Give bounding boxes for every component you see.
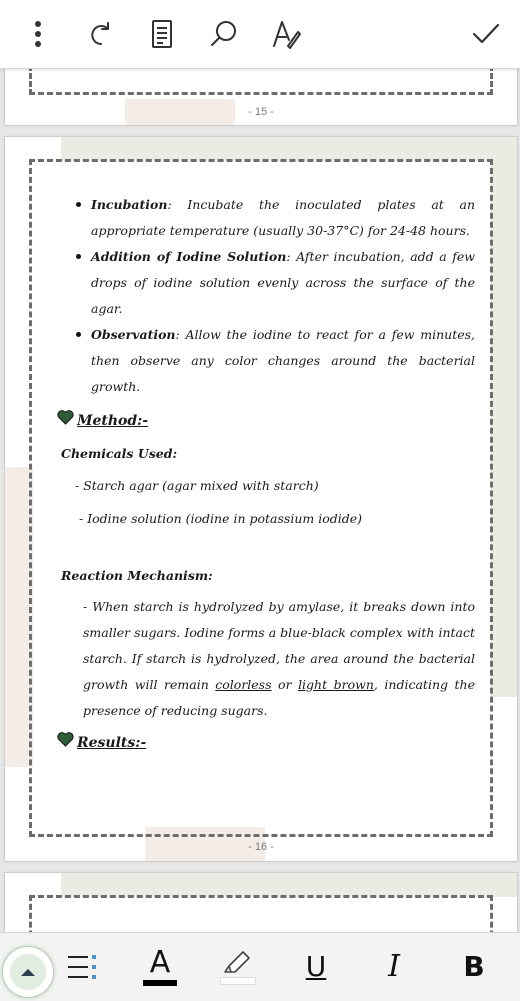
heart-icon xyxy=(57,410,74,432)
heart-icon xyxy=(57,732,74,754)
method-heading-text: Method:- xyxy=(77,413,149,429)
underline-label: U xyxy=(305,950,327,983)
page-content xyxy=(61,192,475,754)
page-border xyxy=(29,68,493,95)
results-heading xyxy=(57,732,475,754)
reaction-paragraph: - When starch is hydrolyzed by amylase, it breaks down into smaller sugars. Iodine forms a blue-black complex with intact starch. If starch is hydrolyzed, the area around the bacterial growth will remain colorless or light brown, indicating the presence of reducing sugars. xyxy=(83,599,475,718)
page-border xyxy=(29,895,493,932)
page-17 xyxy=(4,872,518,932)
page-number: - 15 - xyxy=(248,106,274,118)
redo-icon[interactable] xyxy=(80,14,120,54)
format-toolbar xyxy=(0,932,520,1001)
page-decoration xyxy=(61,137,517,161)
checkmark-icon[interactable] xyxy=(466,14,506,54)
more-vertical-icon[interactable] xyxy=(18,14,58,54)
top-toolbar xyxy=(0,0,520,69)
results-heading-text: Results:- xyxy=(77,735,147,751)
highlight-button[interactable] xyxy=(214,943,262,991)
page-decoration xyxy=(61,873,517,897)
chemical-item: - Iodine solution (iodine in potassium iodide) xyxy=(79,511,362,526)
chevron-up-icon xyxy=(19,966,37,978)
chemicals-heading: Chemicals Used: xyxy=(61,446,178,461)
italic-button[interactable] xyxy=(370,943,418,991)
page-16 xyxy=(4,136,518,862)
bold-button[interactable] xyxy=(450,943,498,991)
procedure-list xyxy=(61,192,475,400)
list-format-button[interactable] xyxy=(58,943,106,991)
search-icon[interactable] xyxy=(204,14,244,54)
method-heading xyxy=(57,410,475,432)
fab-background xyxy=(10,954,46,990)
list-item: Observation: Allow the iodine to react for a few minutes, then observe any color changes around the bacterial growth. xyxy=(91,322,475,400)
italic-label: I xyxy=(388,949,400,984)
page-number: - 16 - xyxy=(248,841,274,853)
document-icon[interactable] xyxy=(142,14,182,54)
font-color-swatch xyxy=(143,980,177,986)
page-decoration xyxy=(491,137,517,697)
text-edit-icon[interactable] xyxy=(266,14,306,54)
font-color-button[interactable] xyxy=(136,943,184,991)
font-color-label: A xyxy=(149,945,171,980)
reaction-heading: Reaction Mechanism: xyxy=(61,568,213,583)
highlighter-icon xyxy=(223,950,253,976)
highlight-swatch xyxy=(220,977,256,985)
list-icon xyxy=(64,952,100,982)
bold-label: B xyxy=(463,950,485,983)
chemical-item: - Starch agar (agar mixed with starch) xyxy=(75,478,319,493)
list-item: Addition of Iodine Solution: After incubation, add a few drops of iodine solution evenly across the surface of the agar. xyxy=(91,244,475,322)
list-item: Incubation: Incubate the inoculated plates at an appropriate temperature (usually 30-37°C) for 24-48 hours. xyxy=(91,192,475,244)
page-15 xyxy=(4,68,518,126)
underline-button[interactable] xyxy=(292,943,340,991)
expand-toolbar-button[interactable] xyxy=(2,946,54,998)
document-viewer[interactable] xyxy=(0,68,520,932)
